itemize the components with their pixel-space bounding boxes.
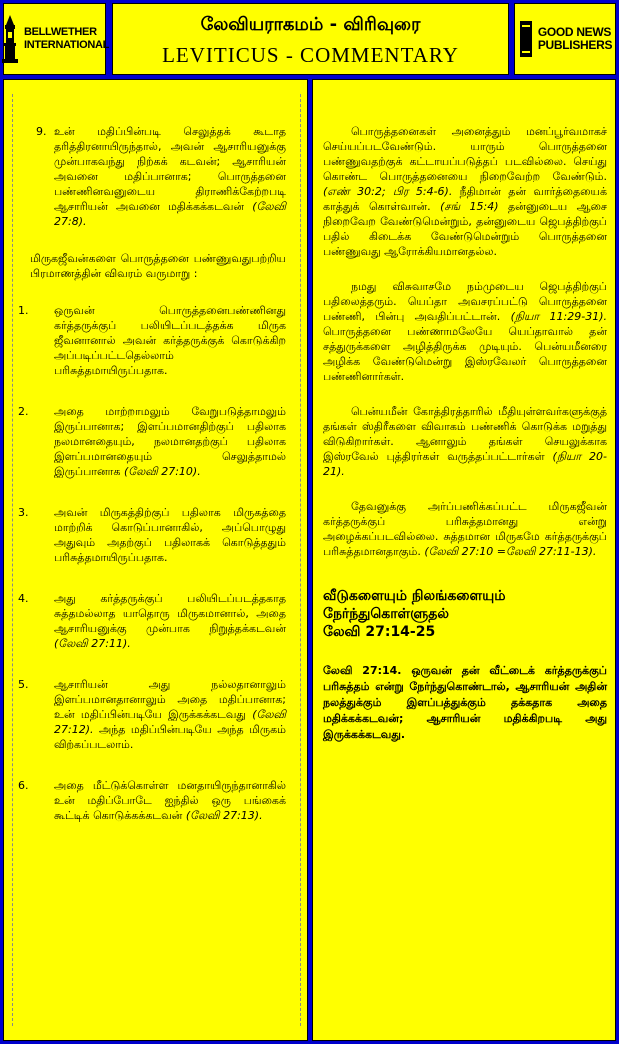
right-logo-line1: GOOD NEWS [537,25,612,39]
right-column [312,79,616,1041]
good-news-logo [514,3,616,75]
list-item: 1. ஒருவன் பொருத்தனைபண்ணினது கர்த்தருக்குப் பலியிடப்படத்தக்க மிருக ஜீவனானால் அவன் கர்த்தருக்குக் கொடுக்கிற அப்படிப்பட்டதெல்லாம் பரிசுத்தமாயிருப்பதாக. [18,304,286,377]
paragraph-holy-animal: தேவனுக்கு அர்ப்பணிக்கப்பட்ட மிருகஜீவன் கர்த்தருக்குப் பரிசுத்தமானது என்று அழைக்கப்படவில்லை. சுத்தமான மிருகமே கர்த்தருக்குப் பரிசுத்தமானதாகும். (லேவி 27:10 =லேவி 27:11-13). [323,500,607,558]
title-banner [112,3,509,75]
item-9-list [18,124,286,229]
left-column [3,79,308,1041]
list-item: 4. அது கர்த்தருக்குப் பலியிடப்படத்தகாத சுத்தமல்லாத யாதொரு மிருகமானால், அதை ஆசாரியனுக்கு முன்பாக நிறுத்தக்கடவன் (லேவி 27:11). [18,592,286,650]
right-logo-line2: PUBLISHERS [537,38,613,52]
bell-tower-icon [0,15,20,63]
verse-leviticus-27-14: லேவி 27:14. ஒருவன் தன் வீட்டைக் கர்த்தருக்குப் பரிசுத்தம் என்று நேர்ந்துகொண்டால், ஆசாரியன் அதின் நலத்துக்கும் இளப்பத்துக்கும் தக்கதாக அதை மதிக்கக்கடவன்; ஆசாரியன் மதிக்கிறபடி அது இருக்கக்கடவது. [323,664,607,741]
section-heading: வீடுகளையும் நிலங்களையும் நேர்ந்துகொள்ளுதல் லேவி 27:14-25 [323,588,506,640]
bellwether-logo [3,3,110,75]
paragraph-vows-voluntary: பொருத்தனைகள் அனைத்தும் மனப்பூர்வமாகச் செய்யப்படவேண்டும். யாரும் பொருத்தனை பண்ணுவதற்குக் கட்டாயப்படுத்தப் படவில்லை. செய்து கொண்ட பொருத்தனையை நிறைவேற்ற வேண்டும். (எண் 30:2; பிர 5:4-6). நீதிமான் தன் வார்த்தையைக் காத்துக் கொள்வான். (சங் 15:4) தன்னுடைய ஆசை நிறைவேற வேண்டுமென்றும், தன்னுடைய ஜெபத்திற்குப் பதில் கிடைக்க வேண்டுமென்றும் பொருத்தனை பண்ணுவது ஆரோக்கியமானதல்ல. [323,125,608,258]
left-dashed-rule [12,94,13,1026]
intro-paragraph: மிருகஜீவன்களை பொருத்தனை பண்ணுவதுபற்றிய பிரமாணத்தின் விவரம் வருமாறு : [30,252,286,280]
book-icon [518,19,534,59]
list-item: 3. அவன் மிருகத்திற்குப் பதிலாக மிருகத்தை மாற்றிக் கொடுப்பானாகில், அப்பொழுது அதுவும் அதற்குப் பதிலாகக் கொடுத்ததும் பரிசுத்தமாயிருப்பதாக. [18,506,286,564]
list-item: 9. உன் மதிப்பின்படி செலுத்தக் கூடாத தரித்திரனாயிருந்தால், அவன் ஆசாரியனுக்கு முன்பாகவந்து நிற்கக் கடவன்; ஆசாரியன் அவனை மதிப்பானாக; பொருத்தனை பண்ணினவனுடைய திராணிக்கேற்றபடி ஆசாரியன் அவனை மதிக்கக்கடவன் (லேவி 27:8). [36,125,286,228]
list-item: 5. ஆசாரியன் அது நல்லதானாலும் இளப்பமானதானாலும் அதை மதிப்பானாக; உன் மதிப்பின்படியே இருக்கக்கடவது (லேவி 27:12). அந்த மதிப்பின்படியே அந்த மிருகம் விற்கப்படலாம். [18,678,287,751]
list-item: 6. அதை மீட்டுக்கொள்ள மனதாயிருந்தானாகில் உன் மதிப்போடே ஐந்தில் ஒரு பங்கைக் கூட்டிக் கொடுக்கக்கடவன் (லேவி 27:13). [18,779,286,822]
animal-vow-list [18,303,286,823]
left-logo-line1: BELLWETHER [23,26,97,38]
left-logo-line2: INTERNATIONAL [23,39,110,51]
title-english: LEVITICUS - COMMENTARY [162,43,459,67]
title-tamil: லேவியராகமம் - விரிவுரை [200,14,421,35]
list-item: 2. அதை மாற்றாமலும் வேறுபடுத்தாமலும் இருப்பானாக; இளப்பமானதிற்குப் பதிலாக நலமானதையும், நலமானதற்குப் பதிலாக இளப்பமானதையும் செலுத்தாமல் இருப்பானாக (லேவி 27:10). [18,405,286,478]
paragraph-benjamin: பென்யமீன் கோத்திரத்தாரில் மீதியுள்ளவர்களுக்குத் தங்கள் ஸ்திரீகளை விவாகம் பண்ணிக் கொடுக்க மறுத்து விடுகிறார்கள். ஆனாலும் தங்கள் செயலுக்காக இஸ்ரவேல் புத்திரர்கள் வருத்தப்பட்டார்கள் (நியா 20-21). [323,405,607,478]
paragraph-jephthah: நமது விசுவாசமே நம்முடைய ஜெபத்திற்குப் பதிலைத்தரும். யெப்தா அவசரப்பட்டு பொருத்தனை பண்ணி, பின்பு அவதிப்பட்டான். (நியா 11:29-31). பொருத்தனை பண்ணாமலேயே யெப்தாவால் தன் சத்துருக்களை அழித்திருக்க முடியும். பென்யமீனரை அழிக்க வேண்டுமென்று இஸ்ரவேலர் பொருத்தனை பண்ணினார்கள். [323,280,607,383]
left-dashed-rule-right [300,94,301,1026]
